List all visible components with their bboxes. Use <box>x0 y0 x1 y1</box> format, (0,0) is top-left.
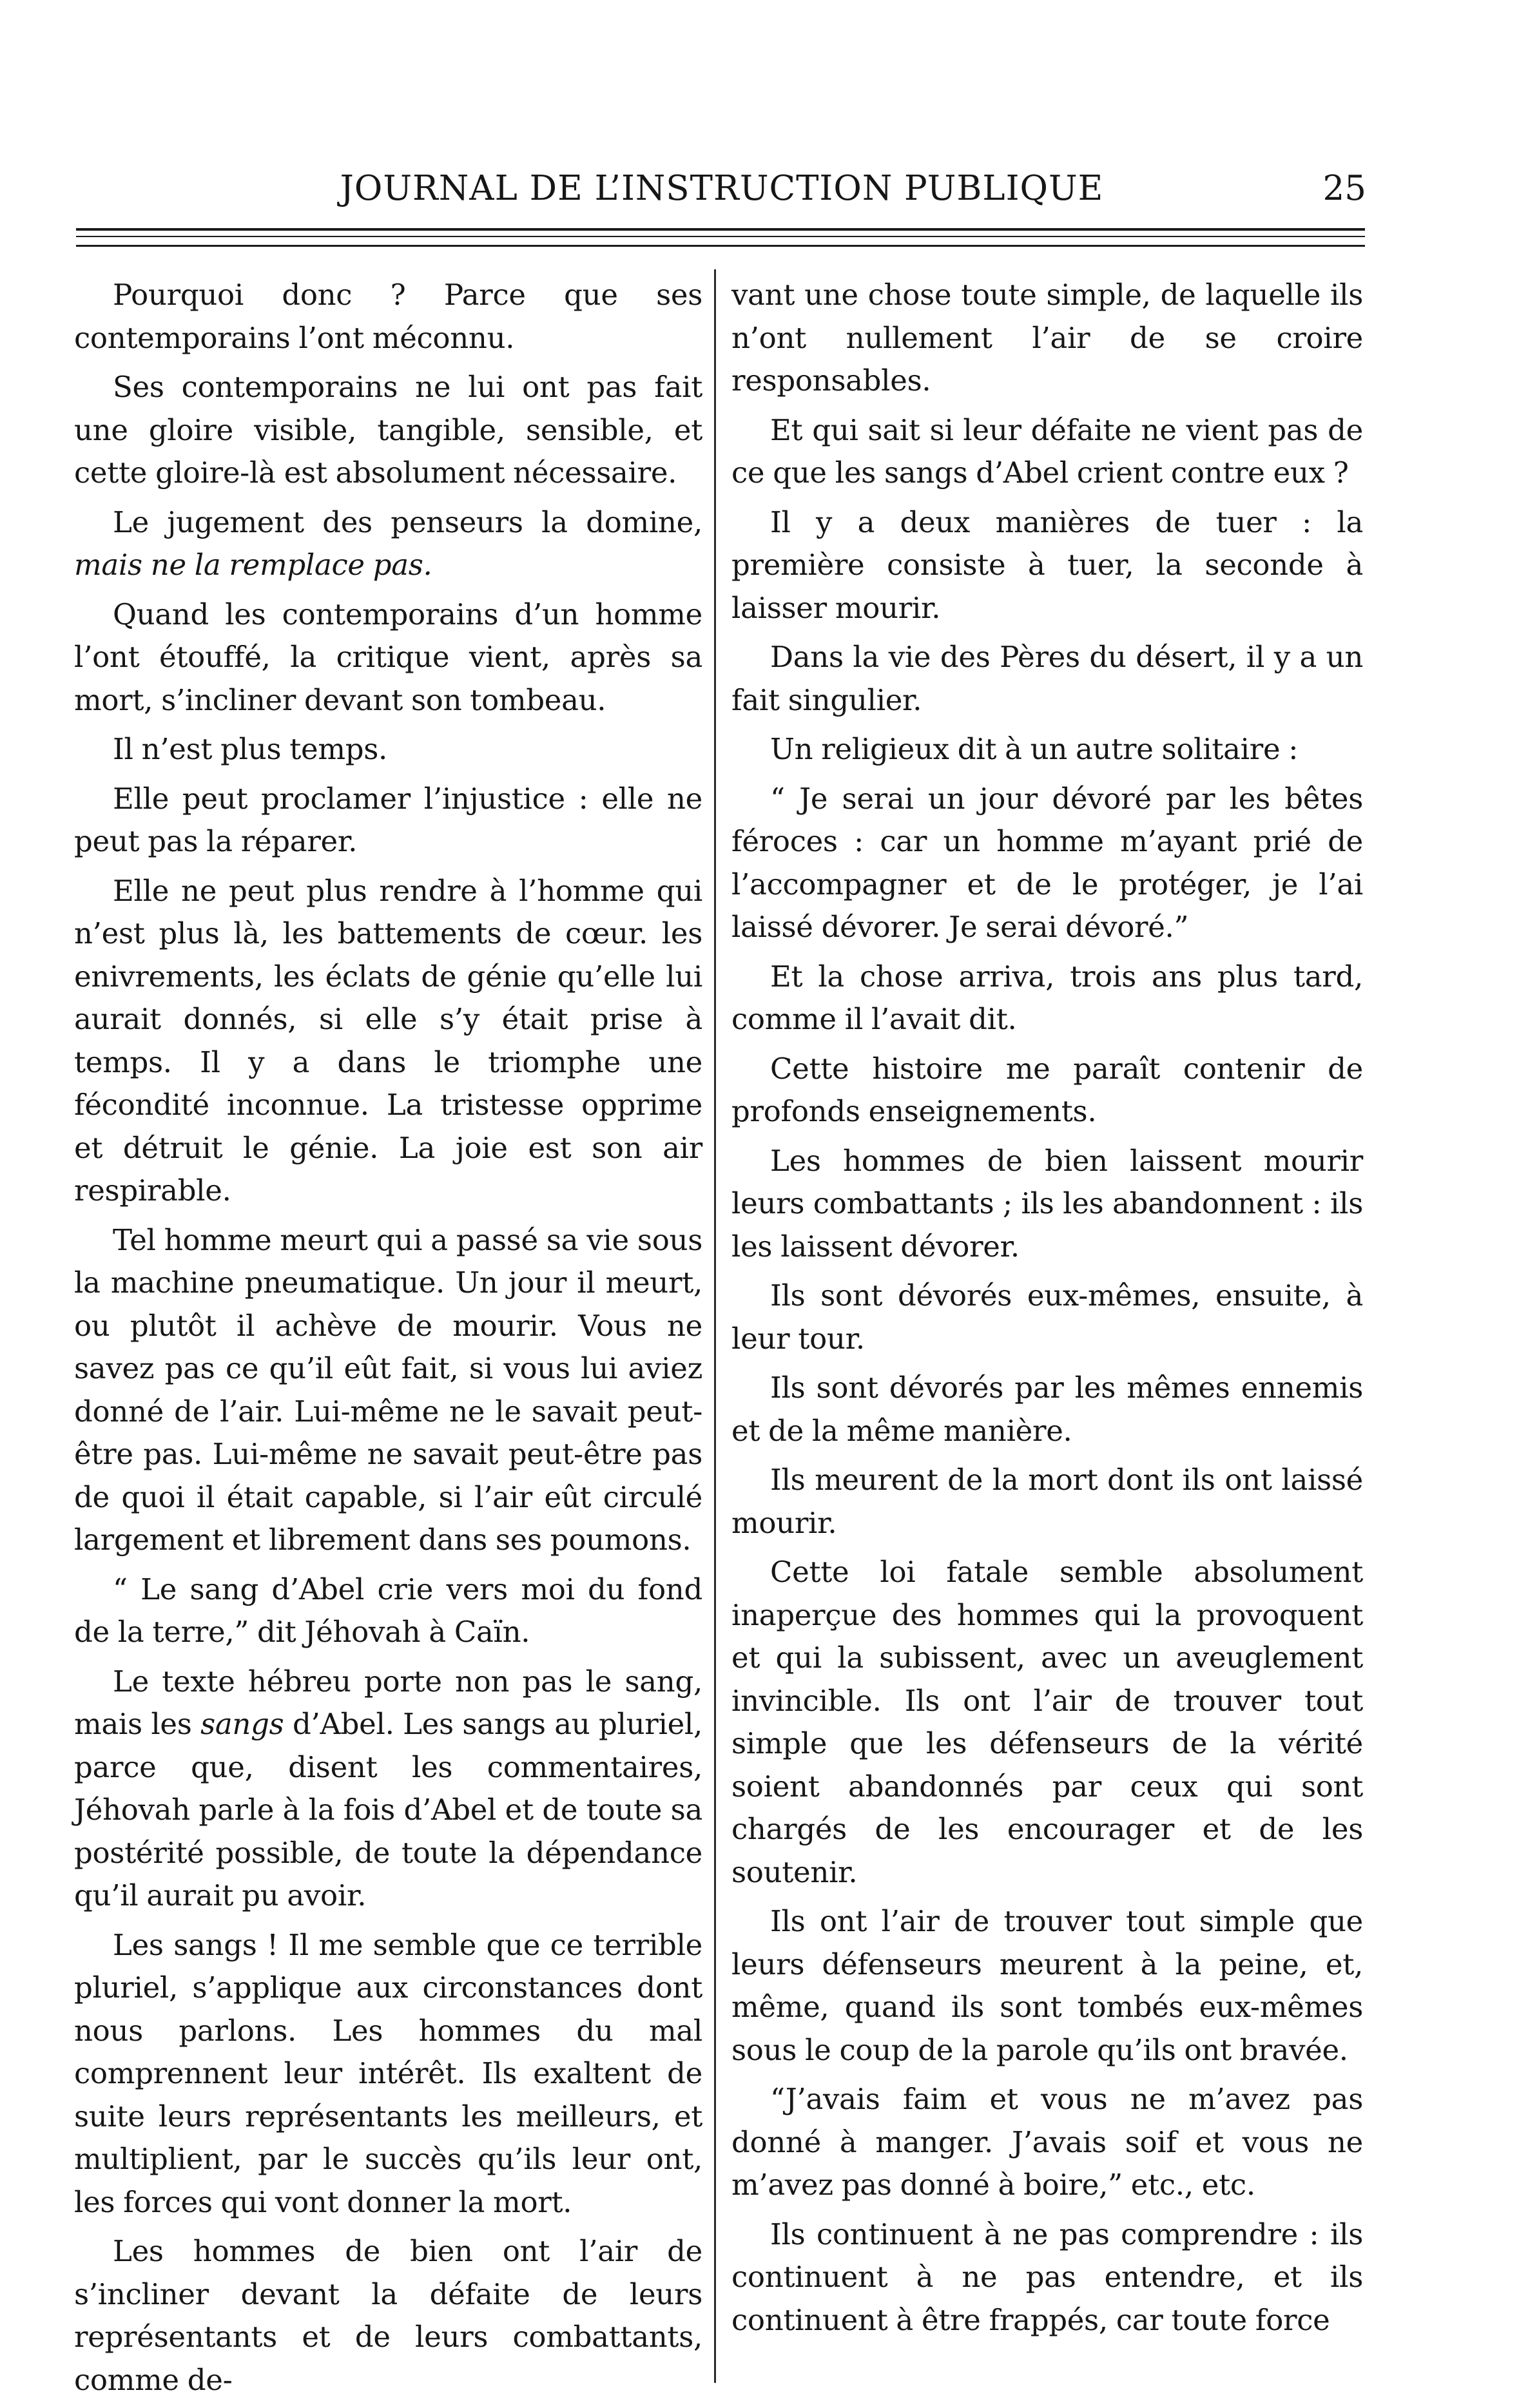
paragraph: Ses contemporains ne lui ont pas fait une gloire visible, tangible, sensible, et cette gloire-là est absolument nécessaire. <box>74 370 702 490</box>
paragraph: “J’avais faim et vous ne m’avez pas donné à manger. J’avais soif et vous ne m’avez pas donné à boire,” etc., etc. <box>731 2082 1363 2202</box>
paragraph: Ils ont l’air de trouver tout simple que leurs défenseurs meurent à la peine, et, même, quand ils sont tombés eux-mêmes sous le coup de la parole qu’ils ont bravée. <box>731 1904 1363 2067</box>
header-rule <box>76 236 1365 237</box>
paragraph <box>74 501 702 587</box>
paragraph: Elle peut proclamer l’injustice : elle ne peut pas la réparer. <box>74 781 702 858</box>
paragraph <box>74 1661 702 1918</box>
column-divider <box>714 269 716 2383</box>
paragraph-text: Le jugement des penseurs la domine, <box>113 505 702 539</box>
paragraph: Cette histoire me paraît contenir de profonds enseignements. <box>731 1051 1363 1128</box>
paragraph: Et qui sait si leur défaite ne vient pas de ce que les sangs d’Abel crient contre eux ? <box>731 412 1363 490</box>
paragraph: Ils meurent de la mort dont ils ont laissé mourir. <box>731 1463 1363 1540</box>
paragraph: Cette loi fatale semble absolument inaperçue des hommes qui la provoquent et qui la subissent, avec un aveuglement invincible. Ils ont l’air de trouver tout simple que les défenseurs de la vérité soient abandonnés par ceux qui sont chargés de les encourager et de les soutenir. <box>731 1555 1363 1889</box>
paragraph: Il n’est plus temps. <box>113 732 388 766</box>
header-rule <box>76 228 1365 231</box>
paragraph: Dans la vie des Pères du désert, il y a un fait singulier. <box>731 640 1363 717</box>
paragraph: Ils continuent à ne pas comprendre : ils continuent à ne pas entendre, et ils continuent à être frappés, car toute force <box>731 2217 1363 2337</box>
paragraph-text: d’Abel. Les sangs au pluriel, parce que, disent les commentaires, Jéhovah parle à la fois d’Abel et de toute sa postérité possible, de toute la dépendance qu’il aurait pu avoir. <box>74 1707 702 1912</box>
paragraph: Elle ne peut plus rendre à l’homme qui n’est plus là, les battements de cœur. les enivrements, les éclats de génie qu’elle lui aurait donnés, si elle s’y était prise à temps. Il y a dans le triomphe une fécondité inconnue. La tristesse opprime et détruit le génie. La joie est son air respirable. <box>74 873 702 1208</box>
paragraph: “ Le sang d’Abel crie vers moi du fond de la terre,” dit Jéhovah à Caïn. <box>74 1572 702 1649</box>
right-column <box>731 274 1363 2348</box>
paragraph: Les sangs ! Il me semble que ce terrible pluriel, s’applique aux circonstances dont nous parlons. Les hommes du mal comprennent leur intérêt. Ils exaltent de suite leurs représentants les meilleurs, et multiplient, par le succès qu’ils leur ont, les forces qui vont donner la mort. <box>74 1927 702 2219</box>
running-head <box>0 169 1519 214</box>
paragraph: Les hommes de bien ont l’air de s’incliner devant la défaite de leurs représentants et de leurs combattants, comme de- <box>74 2234 702 2397</box>
paragraph-continued: vant une chose toute simple, de laquelle ils n’ont nullement l’air de se croire responsables. <box>731 278 1363 398</box>
paragraph: Quand les contemporains d’un homme l’ont étouffé, la critique vient, après sa mort, s’incliner devant son tombeau. <box>74 597 702 717</box>
paragraph: Les hommes de bien laissent mourir leurs combattants ; ils les abandonnent : ils les laissent dévorer. <box>731 1143 1363 1264</box>
paragraph: Il y a deux manières de tuer : la première consiste à tuer, la seconde à laisser mourir. <box>731 505 1363 625</box>
paragraph: Ils sont dévorés par les mêmes ennemis et de la même manière. <box>731 1371 1363 1448</box>
page-number: 25 <box>1322 169 1366 208</box>
paragraph: Et la chose arriva, trois ans plus tard, comme il l’avait dit. <box>731 959 1363 1036</box>
paragraph-italic: mais ne la remplace pas. <box>74 548 432 582</box>
paragraph: Ils sont dévorés eux-mêmes, ensuite, à leur tour. <box>731 1278 1363 1356</box>
paragraph-text: Le texte hébreu porte non pas le sang, mais les <box>74 1664 702 1741</box>
journal-title: JOURNAL DE L’INSTRUCTION PUBLIQUE <box>340 169 1104 208</box>
paragraph: Pourquoi donc ? Parce que ses contemporains l’ont méconnu. <box>74 278 702 355</box>
paragraph: Un religieux dit à un autre solitaire : <box>770 732 1299 766</box>
paragraph: Tel homme meurt qui a passé sa vie sous la machine pneumatique. Un jour il meurt, ou plutôt il achève de mourir. Vous ne savez pas ce qu’il eût fait, si vous lui aviez donné de l’air. Lui-même ne le savait peut-être pas. Lui-même ne savait peut-être pas de quoi il était capable, si l’air eût circulé largement et librement dans ses poumons. <box>74 1222 702 1557</box>
left-column <box>74 274 702 2408</box>
paragraph-italic: sangs <box>200 1707 284 1741</box>
header-rule <box>76 245 1365 247</box>
paragraph: “ Je serai un jour dévoré par les bêtes féroces : car un homme m’ayant prié de l’accompagner et de le protéger, je l’ai laissé dévorer. Je serai dévoré.” <box>731 781 1363 944</box>
